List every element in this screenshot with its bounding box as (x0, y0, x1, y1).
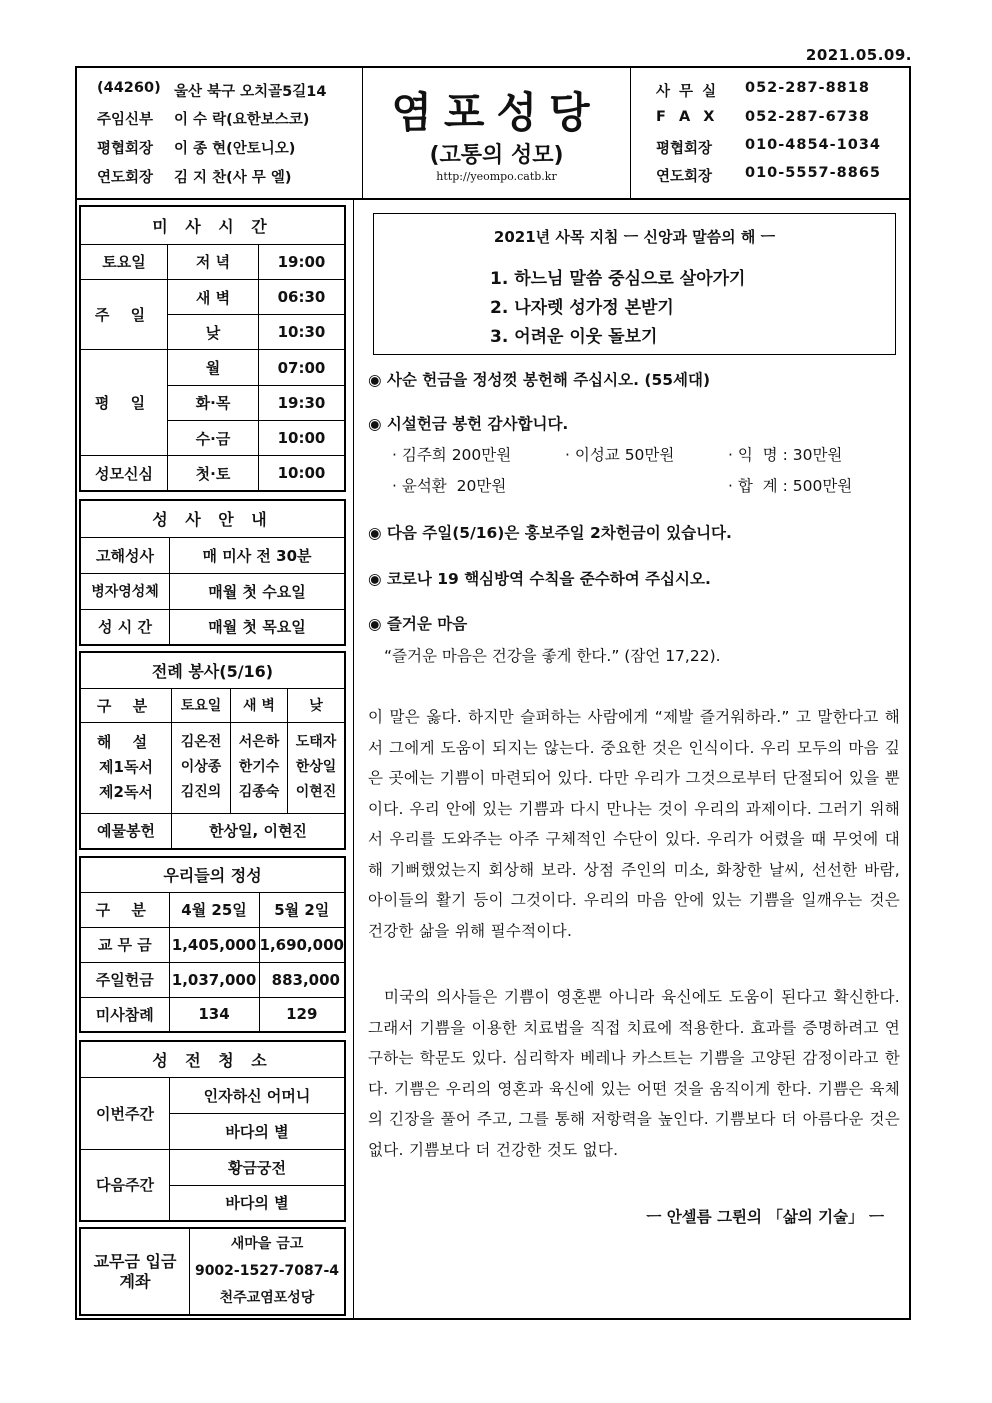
sacrament-value: 매월 첫 수요일 (170, 573, 346, 609)
liturgy-day (288, 722, 346, 813)
mass-name: 저 녁 (168, 244, 259, 279)
offerings-value: 883,000 (259, 962, 345, 997)
guidelines-title: 2021년 사목 지침 ㅡ 신앙과 말씀의 해 ㅡ (493, 228, 776, 246)
address: 울산 북구 오치골5길14 (174, 84, 327, 100)
church-url[interactable]: http://yeompo.catb.kr (436, 170, 557, 183)
offerings-value: 1,037,000 (169, 962, 259, 997)
sacraments-table (79, 499, 346, 646)
offerings-header: 구 분 (80, 892, 169, 927)
liturgy-person: 김종숙 (238, 784, 280, 800)
liturgy-header: 토요일 (172, 688, 231, 722)
funeral-label: 연도회장 (97, 170, 154, 186)
mass-time: 19:30 (259, 385, 346, 420)
offerings-value: 134 (169, 997, 259, 1032)
mass-time: 10:00 (259, 456, 346, 491)
offerings-label: 교 무 금 (80, 927, 169, 962)
offerings-value: 129 (259, 997, 345, 1032)
account-label: 교무금 입금계좌 (80, 1228, 190, 1315)
liturgy-saturday (172, 722, 231, 813)
offerings-header: 5월 2일 (259, 892, 345, 927)
liturgy-person: 김온전 (180, 734, 222, 750)
office-phone: 052-287-8818 (745, 80, 870, 96)
liturgy-table (79, 651, 346, 850)
fax-number: 052-287-6738 (745, 109, 870, 125)
sacrament-label: 고해성사 (80, 537, 170, 573)
mass-time: 07:00 (259, 350, 346, 385)
cleaning-group: 황금궁전 (170, 1149, 346, 1185)
cleaning-title: 성 전 청 소 (80, 1041, 345, 1077)
mass-day: 평 일 (80, 350, 168, 456)
funeral-phone-label: 연도회장 (656, 169, 713, 185)
liturgy-person: 이현진 (295, 784, 337, 800)
liturgy-person: 서은하 (238, 734, 280, 750)
liturgy-person: 한상일 (295, 759, 337, 775)
cleaning-group: 인자하신 어머니 (170, 1077, 346, 1113)
liturgy-title: 전례 봉사(5/16) (80, 652, 345, 688)
sacrament-label: 성 시 간 (80, 609, 170, 645)
council-phone: 010-4854-1034 (745, 137, 882, 153)
essay-source: ㅡ 안셀름 그륀의 「삶의 기술」 ㅡ (646, 1208, 884, 1226)
donor-item: · 익 명 : 30만원 (728, 446, 843, 464)
funeral-phone: 010-5557-8865 (745, 165, 882, 181)
mass-times-table (79, 205, 346, 492)
liturgy-dawn (231, 722, 288, 813)
cleaning-group: 바다의 별 (170, 1113, 346, 1149)
liturgy-roles (80, 722, 172, 813)
notice-facility-offering: ◉ 시설헌금 봉헌 감사합니다. (368, 415, 569, 433)
offerings-header: 4월 25일 (169, 892, 259, 927)
offering-value: 한상일, 이현진 (172, 813, 346, 849)
offerings-label: 미사참례 (80, 997, 169, 1032)
cleaning-week: 이번주간 (80, 1077, 170, 1149)
account-holder: 천주교염포성당 (219, 1290, 315, 1306)
council-phone-label: 평협회장 (656, 141, 713, 157)
funeral-name: 김 지 찬(사 무 엘) (174, 170, 292, 186)
mass-name: 월 (168, 350, 259, 385)
pastor-label: 주임신부 (97, 112, 154, 128)
offering-label: 예물봉헌 (80, 813, 172, 849)
fax-label: F A X (656, 109, 719, 125)
mass-day: 토요일 (80, 244, 168, 279)
quote: “즐거운 마음은 건강을 좋게 한다.” (잠언 17,22). (384, 647, 721, 665)
liturgy-person: 한기수 (238, 759, 280, 775)
pastor-name: 이 수 락(요한보스코) (174, 112, 310, 128)
liturgy-person: 이상종 (180, 759, 222, 775)
mass-name: 낮 (168, 315, 259, 350)
mass-name: 화·목 (168, 385, 259, 420)
donor-item: · 김주희 200만원 (392, 446, 512, 464)
cleaning-week: 다음주간 (80, 1149, 170, 1221)
mass-day: 성모신심 (80, 456, 168, 491)
notice-covid: ◉ 코로나 19 핵심방역 수칙을 준수하여 주십시오. (368, 570, 711, 588)
essay-paragraph: 이 말은 옳다. 하지만 슬퍼하는 사람에게 “제발 즐거워하라.” 고 말한다고 해서 그에게 도움이 되지는 않는다. 중요한 것은 인식이다. 우리 모두의 마음 깊은 곳에는 기쁨이 마련되어 있다. 다만 우리가 그것으로부터 단절되어 있을 뿐이다. 우리 안에 있는 기쁨과 다시 만나는 것이 우리의 과제이다. 그러기 위해서 우리를 도와주는 아주 구체적인 수단이 있다. 우리가 어렸을 때 무엇에 대해 기뻐했었는지 회상해 보라. 상점 주인의 미소, 화창한 날씨, 선선한 바람, 아이들의 활기 등이 그것이다. 우리의 마음 안에 있는 기쁨을 일깨우는 것은 건강한 삶을 위해 필수적이다. (368, 708, 900, 940)
liturgy-header: 구 분 (80, 688, 172, 722)
account-table (79, 1227, 346, 1316)
guideline-item: 2. 나자렛 성가정 본받기 (490, 298, 674, 318)
mass-name: 수·금 (168, 420, 259, 455)
offerings-label: 주일헌금 (80, 962, 169, 997)
donor-total: · 합 계 : 500만원 (728, 477, 853, 495)
account-bank: 새마을 금고 (230, 1236, 304, 1252)
sacraments-title: 성 사 안 내 (80, 500, 345, 537)
essay-paragraph: 미국의 의사들은 기쁨이 영혼뿐 아니라 육신에도 도움이 된다고 확신한다. 그래서 기쁨을 이용한 치료법을 직접 치료에 적용한다. 효과를 증명하려고 연구하는 학문도 있다. 심리학자 베레나 카스트는 기쁨을 고양된 감정이라고 한다. 기쁨은 우리의 영혼과 육신에 있는 어떤 것을 움직이게 한다. 기쁨은 육체의 긴장을 풀어 주고, 그를 통해 저항력을 높인다. 기쁨보다 더 아름다운 것은 없다. 기쁨보다 더 건강한 것도 없다. (368, 988, 900, 1159)
sacrament-value: 매 미사 전 30분 (170, 537, 346, 573)
column-divider (353, 200, 354, 1320)
liturgy-header: 새 벽 (231, 688, 288, 722)
account-details (190, 1228, 346, 1315)
council-name: 이 종 현(안토니오) (174, 141, 296, 157)
postal-code: (44260) (97, 80, 161, 96)
offerings-title: 우리들의 정성 (80, 857, 345, 892)
notice-second-collection: ◉ 다음 주일(5/16)은 홍보주일 2차헌금이 있습니다. (368, 524, 732, 542)
guideline-item: 3. 어려운 이웃 돌보기 (490, 327, 658, 347)
cleaning-table (79, 1040, 346, 1222)
notice-lent-offering: ◉ 사순 헌금을 정성껏 봉헌해 주십시오. (55세대) (368, 371, 711, 389)
mass-name: 첫·토 (168, 456, 259, 491)
sacrament-label: 병자영성체 (80, 573, 170, 609)
mass-time: 06:30 (259, 280, 346, 315)
offerings-table (79, 856, 346, 1033)
liturgy-person: 도태자 (295, 734, 337, 750)
council-label: 평협회장 (97, 141, 154, 157)
mass-day: 주 일 (80, 280, 168, 350)
account-number: 9002-1527-7087-4 (194, 1263, 340, 1279)
mass-time: 19:00 (259, 244, 346, 279)
sacrament-value: 매월 첫 목요일 (170, 609, 346, 645)
liturgy-header: 낮 (288, 688, 346, 722)
church-subtitle: (고통의 성모) (429, 143, 564, 168)
donor-item: · 윤석환 20만원 (392, 477, 507, 495)
bulletin-date: 2021.05.09. (805, 46, 912, 64)
offerings-value: 1,405,000 (169, 927, 259, 962)
liturgy-role: 해 설 (96, 733, 156, 751)
notice-joyful-heart: ◉ 즐거운 마음 (368, 615, 468, 633)
mass-times-title: 미 사 시 간 (80, 206, 345, 244)
cleaning-group: 바다의 별 (170, 1185, 346, 1221)
office-label: 사 무 실 (656, 84, 719, 100)
liturgy-role: 제2독서 (99, 783, 153, 801)
church-title: 염포성당 (391, 88, 602, 137)
guideline-item: 1. 하느님 말씀 중심으로 살아가기 (490, 269, 746, 289)
donor-item: · 이성교 50만원 (565, 446, 675, 464)
liturgy-person: 김진의 (180, 784, 222, 800)
liturgy-role: 제1독서 (99, 758, 153, 776)
offerings-value: 1,690,000 (259, 927, 345, 962)
mass-time: 10:30 (259, 315, 346, 350)
mass-name: 새 벽 (168, 280, 259, 315)
mass-time: 10:00 (259, 420, 346, 455)
